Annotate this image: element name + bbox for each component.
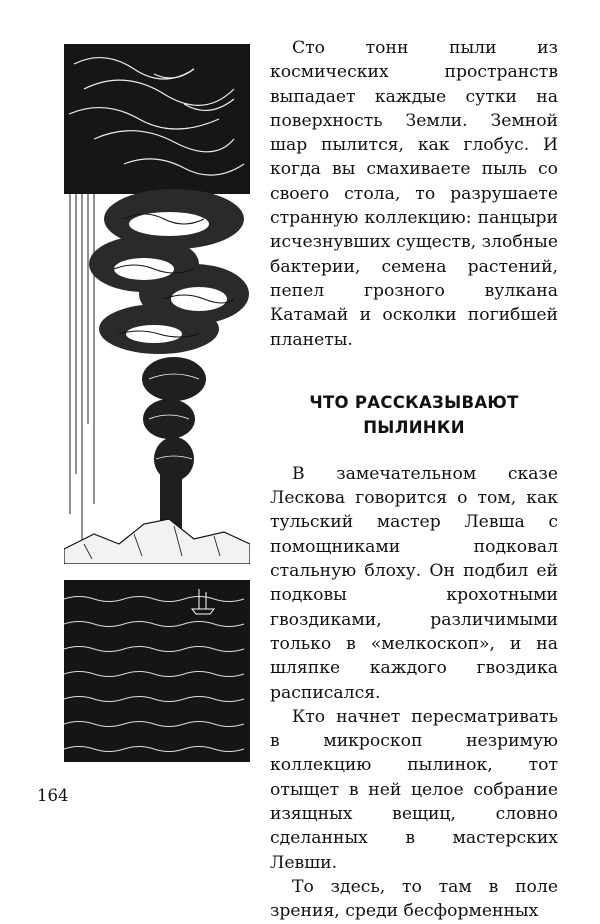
page-number: 164 (37, 786, 69, 805)
section-heading (270, 390, 558, 440)
volcano-illustration (64, 44, 250, 762)
heading-line-1: ЧТО РАССКАЗЫВАЮТ (309, 392, 519, 412)
paragraph-microscope: Кто начнет пересматривать в микроскоп незримую коллекцию пылинок, тот отыщет в ней целое собрание изящных вещиц, словно сделанных в мастерских Левши. (270, 706, 558, 873)
text-column (270, 36, 558, 924)
heading-line-2: ПЫЛИНКИ (363, 417, 465, 437)
paragraph-intro: Сто тонн пыли из космических пространств выпадает каждые сутки на поверхность Земли. Земной шар пылится, как глобус. И когда вы смахиваете пыль со своего стола, то разрушаете странную коллекцию: панцыри исчезнувших существ, злобные бактерии, семена растений, пепел грозного вулкана Катамай и осколки погибшей планеты. (270, 38, 558, 350)
paragraph-leskov: В замечательном сказе Лескова говорится о том, как тульский мастер Левша с помощниками подковал стальную блоху. Он подбил ей подковы крохотными гвоздиками, различимыми только в «мелкоскоп», и на шляпке каждого гвоздика расписался. (270, 463, 558, 703)
volcano-eruption-engraving-icon (64, 44, 250, 762)
paragraph-continuation: То здесь, то там в поле зрения, среди бесформенных (270, 876, 558, 922)
